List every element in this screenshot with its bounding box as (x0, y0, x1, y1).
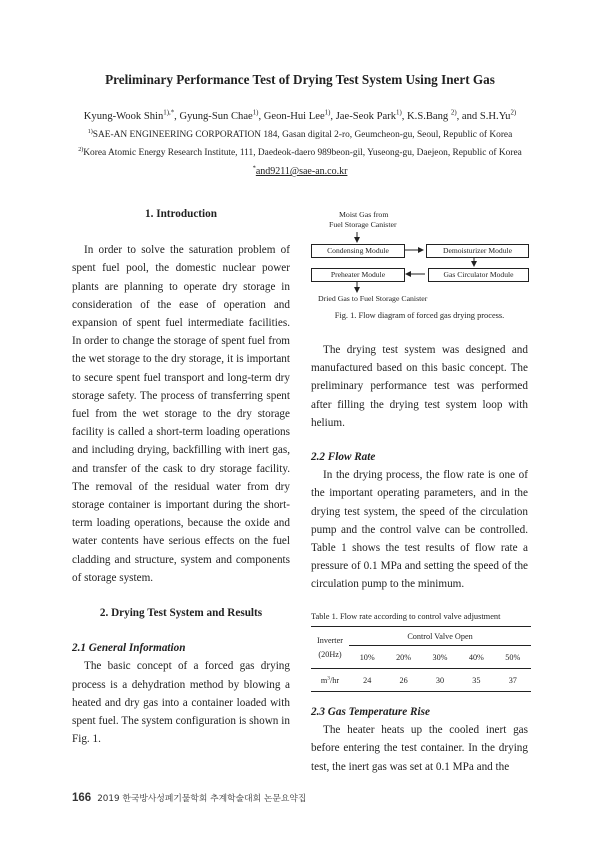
author-name: , K.S.Bang (401, 111, 451, 122)
author-name: Kyung-Wook Shin (83, 111, 164, 122)
right-column-upper (311, 341, 528, 594)
flow-diagram (311, 208, 529, 308)
affiliation-marker: 1) (252, 109, 259, 117)
affiliation-marker: 2) (78, 146, 84, 153)
author-name: , Jae-Seok Park (330, 111, 396, 122)
diagram-top-label-2: Fuel Storage Canister (329, 220, 397, 229)
section-heading-introduction: 1. Introduction (145, 208, 217, 220)
paper-title: Preliminary Performance Test of Drying Test System Using Inert Gas (105, 72, 495, 87)
table-cell: 30 (435, 675, 445, 685)
author-name: , Gyung-Sun Chae (174, 111, 253, 122)
unit-label: m (320, 675, 328, 685)
subsection-heading-gas-temperature: 2.3 Gas Temperature Rise (311, 706, 430, 718)
section-heading-drying-test: 2. Drying Test System and Results (99, 607, 263, 620)
table-cell: 26 (399, 675, 408, 685)
design-paragraph: The drying test system was designed and manufactured based on this basic concept. The preliminary performance test was performed after filling the drying test system loop with helium. (311, 344, 528, 429)
diagram-bottom-label: Dried Gas to Fuel Storage Canister (318, 294, 428, 303)
inverter-label: Inverter (317, 635, 343, 645)
affiliation-2 (0, 148, 600, 158)
table-col-header: 20% (396, 652, 412, 662)
corresponding-marker: * (252, 164, 256, 172)
affiliation-marker: 2) (510, 109, 517, 117)
subsection-heading-general-info: 2.1 General Information (72, 642, 186, 655)
control-valve-header: Control Valve Open (349, 627, 531, 646)
flow-rate-paragraph: In the drying process, the flow rate is one of the important operating parameters, and in the drying test system, the speed of the circulation pump and the control valve can be controlled. Table 1 shows the test results of flow rate a pressure of 0.1 MPa and setting the speed of the circulation pump to the minimum. (311, 469, 528, 591)
figure-caption: Fig. 1. Flow diagram of forced gas drying process. (334, 311, 505, 320)
inverter-header-cell (311, 627, 349, 669)
table-col-header: 10% (359, 652, 375, 662)
table-cell: 37 (508, 675, 517, 685)
diagram-top-label-1: Moist Gas from (339, 210, 389, 219)
table-caption: Table 1. Flow rate according to control valve adjustment (311, 612, 501, 621)
author-name: , and S.H.Yu (456, 111, 511, 122)
affiliation-marker: 1) (324, 109, 331, 117)
page-number: 166 (72, 792, 92, 804)
general-info-paragraph: The basic concept of a forced gas drying process is a dehydration method by blowing a heated and dry gas into a container loaded with spent fuel. The system configuration is shown in Fig. 1. (72, 660, 290, 746)
unit-exponent: 3 (327, 674, 330, 681)
unit-label-tail: /hr (329, 675, 340, 685)
proceedings-title: 2019 한국방사성폐기물학회 추계학술대회 논문요약집 (97, 794, 307, 804)
introduction-paragraph: In order to solve the saturation problem of spent fuel pool, the domestic nuclear power plants are planning to operate dry storage in consideration of the ease of operation and expansion of spent fuel intermediate facilities. In order to change the storage of spent fuel from the wet storage to the dry storage, it is important to secure spent fuel transport and long-term dry storage safety. The process of transferring spent fuel from the wet storage to the dry storage facility is called a short-term loading operations and including drying, backfilling with inert gas, and transfer of the cask to dry storage facility. The removal of the residual water from dry storage container is important during the short-term loading operations, because the oxide and water contents have serious effects on the fuel cladding and structure, system and components of storage system. (72, 244, 290, 584)
table-col-header: 40% (468, 652, 484, 662)
subsection-heading-flow-rate: 2.2 Flow Rate (311, 451, 376, 464)
gas-temperature-paragraph: The heater heats up the cooled inert gas before entering the test container. In the drying test, the inert gas was set at 0.1 MPa and the (311, 724, 528, 773)
affiliation-marker: 1) (396, 109, 402, 117)
corresponding-email (0, 166, 600, 177)
page-footer (72, 791, 306, 804)
affiliation-marker: 1) (87, 128, 93, 135)
table-col-header: 50% (505, 652, 521, 662)
flow-arrows (311, 208, 529, 308)
affiliation-1 (0, 130, 600, 140)
demoisturizer-module-box: Demoisturizer Module (426, 244, 529, 258)
affiliation-text: SAE-AN ENGINEERING CORPORATION 184, Gasan digital 2-ro, Geumcheon-gu, Seoul, Republic of Korea (92, 130, 513, 140)
table-cell: 35 (472, 675, 481, 685)
table-col-header: 30% (432, 652, 448, 662)
author-list (0, 111, 600, 122)
left-column (72, 205, 290, 748)
table-row-label (311, 669, 349, 692)
preheater-module-box: Preheater Module (311, 268, 405, 282)
email-link[interactable]: and9211@sae-an.co.kr (255, 166, 348, 177)
inverter-frequency: (20Hz) (318, 649, 342, 659)
author-name: , Geon-Hui Lee (258, 111, 325, 122)
condensing-module-box: Condensing Module (311, 244, 405, 258)
gas-circulator-module-box: Gas Circulator Module (428, 268, 529, 282)
right-column-lower (311, 703, 528, 776)
affiliation-text: Korea Atomic Energy Research Institute, 111, Daedeok-daero 989beon-gil, Yuseong-gu, Daejeon, Republic of Korea (83, 148, 522, 158)
affiliation-marker: 1),* (163, 109, 175, 117)
flow-rate-table (311, 626, 531, 692)
table-cell: 24 (363, 675, 372, 685)
affiliation-marker: 2) (450, 109, 457, 117)
